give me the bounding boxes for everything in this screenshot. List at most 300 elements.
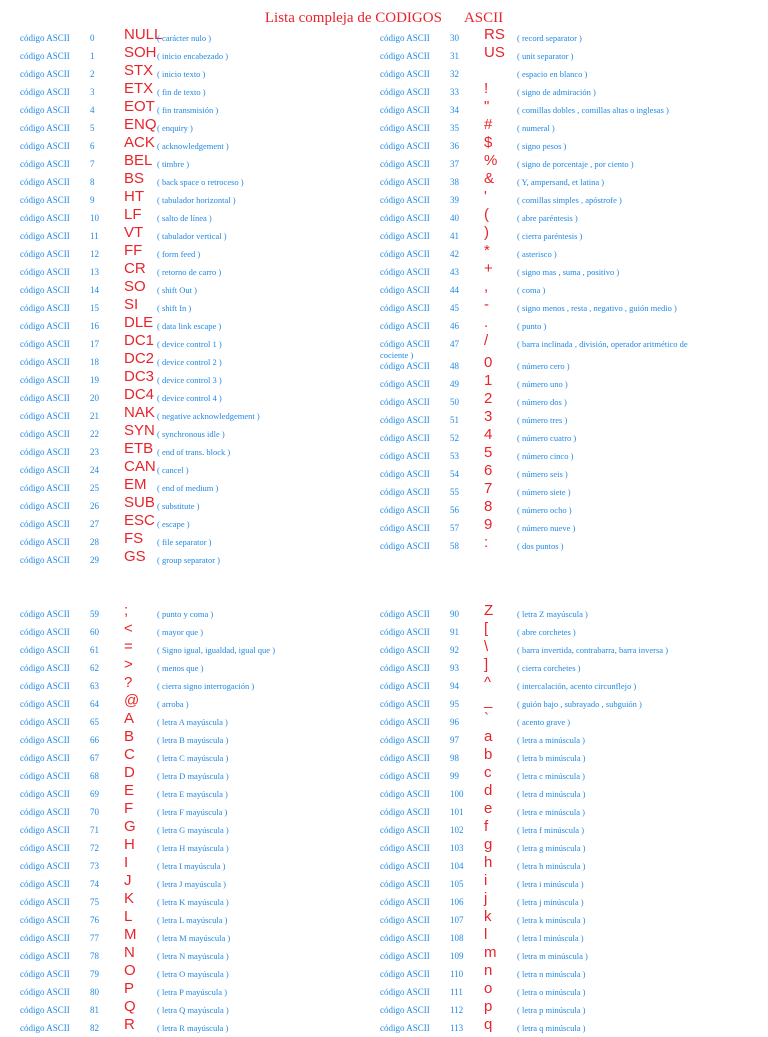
code-label: código ASCII [20,645,70,655]
code-number: 9 [90,195,95,205]
code-description: ( letra J mayúscula ) [157,879,226,889]
code-number: 63 [90,681,99,691]
code-symbol: K [124,890,135,907]
code-description: ( cancel ) [157,465,189,475]
code-symbol: ] [484,656,489,673]
code-label: código ASCII [380,231,430,241]
code-label: código ASCII [380,933,430,943]
code-label: código ASCII [380,87,430,97]
code-label: código ASCII [380,105,430,115]
code-symbol: Q [124,998,136,1015]
code-number: 11 [90,231,99,241]
code-number: 27 [90,519,99,529]
code-description: ( número tres ) [517,415,568,425]
code-label: código ASCII [20,483,70,493]
code-label: código ASCII [20,303,70,313]
code-description: ( letra f minúscula ) [517,825,585,835]
code-symbol: 0 [484,354,493,371]
code-description: ( device control 3 ) [157,375,222,385]
code-label: código ASCII [380,951,430,961]
code-number: 5 [90,123,95,133]
code-description: ( group separator ) [157,555,221,565]
code-description: ( comillas dobles , comillas altas o inglesas ) [517,105,669,115]
code-symbol: ; [124,602,129,619]
code-description: ( tabulador vertical ) [157,231,227,241]
code-label: código ASCII [380,789,430,799]
code-description: ( letra R mayúscula ) [157,1023,229,1033]
code-number: 75 [90,897,99,907]
code-description: ( letra C mayúscula ) [157,753,229,763]
code-description: ( inicio texto ) [157,69,206,79]
code-number: 99 [450,771,459,781]
code-symbol: ! [484,80,489,97]
code-label: código ASCII [380,771,430,781]
code-number: 46 [450,321,459,331]
code-symbol: a [484,728,493,745]
code-number: 42 [450,249,459,259]
code-label: código ASCII [20,969,70,979]
code-description: ( fin de texto ) [157,87,206,97]
code-description: ( punto y coma ) [157,609,214,619]
code-symbol: 1 [484,372,493,389]
code-description: ( acknowledgement ) [157,141,229,151]
code-description: ( número dos ) [517,397,567,407]
code-number: 43 [450,267,459,277]
code-description: ( letra g minúscula ) [517,843,586,853]
code-symbol: p [484,998,493,1015]
code-number: 4 [90,105,95,115]
code-label: código ASCII [380,807,430,817]
code-symbol: H [124,836,135,853]
code-description: ( signo de porcentaje , por ciento ) [517,159,634,169]
code-number: 33 [450,87,459,97]
code-label: código ASCII [380,915,430,925]
code-number: 49 [450,379,459,389]
code-number: 19 [90,375,99,385]
code-label: código ASCII [380,505,430,515]
code-symbol: RS [484,26,505,43]
code-description: ( espacio en blanco ) [517,69,588,79]
code-symbol: ' [484,188,487,205]
code-label: código ASCII [20,213,70,223]
code-label: código ASCII [380,177,430,187]
code-number: 58 [450,541,459,551]
code-symbol: d [484,782,493,799]
page-title [0,10,768,27]
code-number: 59 [90,609,99,619]
code-label: código ASCII [380,33,430,43]
code-label: código ASCII [20,339,70,349]
code-label: código ASCII [380,51,430,61]
code-description: ( device control 4 ) [157,393,222,403]
code-symbol: o [484,980,493,997]
code-symbol: ^ [484,674,492,691]
code-number: 7 [90,159,95,169]
code-label: código ASCII [380,195,430,205]
code-label: código ASCII [20,825,70,835]
code-number: 112 [450,1005,464,1015]
code-symbol: BS [124,170,145,187]
code-description: ( letra E mayúscula ) [157,789,228,799]
code-symbol: \ [484,638,489,655]
code-number: 92 [450,645,459,655]
code-number: 45 [450,303,459,313]
code-number: 82 [90,1023,99,1033]
code-description: ( signo pesos ) [517,141,567,151]
code-label: código ASCII [20,105,70,115]
code-description: ( letra o minúscula ) [517,987,586,997]
code-label: código ASCII [380,303,430,313]
code-symbol: < [124,620,133,637]
code-number: 71 [90,825,99,835]
code-description: ( letra n minúscula ) [517,969,586,979]
code-description: ( letra b minúscula ) [517,753,586,763]
code-symbol: j [484,890,488,907]
code-description: ( letra D mayúscula ) [157,771,229,781]
code-description: ( signo mas , suma , positivo ) [517,267,620,277]
code-symbol: DLE [124,314,154,331]
code-description: ( letra c minúscula ) [517,771,585,781]
code-description: ( mayor que ) [157,627,204,637]
code-description: ( número cuatro ) [517,433,577,443]
code-symbol: # [484,116,493,133]
code-number: 76 [90,915,99,925]
code-number: 93 [450,663,459,673]
code-description: ( punto ) [517,321,547,331]
code-label: código ASCII [380,451,430,461]
code-label: código ASCII [20,375,70,385]
code-number: 1 [90,51,95,61]
code-description: ( numeral ) [517,123,555,133]
code-description: ( tabulador horizontal ) [157,195,236,205]
code-label: código ASCII [380,141,430,151]
code-label: código ASCII [380,609,430,619]
code-number: 55 [450,487,459,497]
code-label: código ASCII [20,321,70,331]
code-label: código ASCII [20,123,70,133]
code-description: ( letra G mayúscula ) [157,825,229,835]
code-label: código ASCII [380,213,430,223]
code-number: 60 [90,627,99,637]
code-label: código ASCII [380,321,430,331]
code-description: ( asterisco ) [517,249,557,259]
code-description: ( número cinco ) [517,451,574,461]
code-number: 113 [450,1023,464,1033]
code-label: código ASCII [20,609,70,619]
code-label: código ASCII [380,825,430,835]
code-label: código ASCII [20,753,70,763]
code-number: 72 [90,843,99,853]
code-description: ( file separator ) [157,537,212,547]
code-label: código ASCII [20,87,70,97]
code-description: ( menos que ) [157,663,204,673]
code-number: 54 [450,469,459,479]
code-description: ( letra Q mayúscula ) [157,1005,229,1015]
code-number: 81 [90,1005,99,1015]
code-number: 64 [90,699,99,709]
code-label: código ASCII [380,753,430,763]
code-number: 56 [450,505,459,515]
code-number: 14 [90,285,99,295]
code-symbol: R [124,1016,135,1033]
code-description: ( letra O mayúscula ) [157,969,229,979]
title-text: Lista compleja de CODIGOS [264,10,442,26]
code-symbol: f [484,818,489,835]
code-description: ( letra i minúscula ) [517,879,584,889]
code-symbol: 2 [484,390,493,407]
code-number: 50 [450,397,459,407]
code-label: código ASCII [20,933,70,943]
code-number: 96 [450,717,459,727]
code-number: 25 [90,483,99,493]
code-label: código ASCII [380,699,430,709]
code-symbol: . [484,314,489,331]
code-label: código ASCII [20,897,70,907]
code-number: 20 [90,393,99,403]
code-symbol: $ [484,134,493,151]
code-description: ( número seis ) [517,469,568,479]
code-number: 36 [450,141,459,151]
code-number: 95 [450,699,459,709]
code-number: 12 [90,249,99,259]
code-symbol: A [124,710,135,727]
code-label: código ASCII [380,339,430,349]
code-description: ( Signo igual, igualdad, igual que ) [157,645,276,655]
code-number: 18 [90,357,99,367]
code-number: 66 [90,735,99,745]
code-label: código ASCII [20,861,70,871]
code-label: código ASCII [20,267,70,277]
code-label: código ASCII [20,717,70,727]
code-symbol: EM [124,476,147,493]
code-description: ( cierra paréntesis ) [517,231,583,241]
code-description: ( letra h minúscula ) [517,861,586,871]
code-number: 98 [450,753,459,763]
code-number: 30 [450,33,459,43]
code-number: 13 [90,267,99,277]
code-symbol: % [484,152,498,169]
code-number: 69 [90,789,99,799]
code-symbol: 4 [484,426,493,443]
code-number: 3 [90,87,95,97]
code-description: ( enquiry ) [157,123,193,133]
code-number: 0 [90,33,95,43]
code-number: 52 [450,433,459,443]
code-description: ( número siete ) [517,487,571,497]
code-description: ( form feed ) [157,249,201,259]
code-label: código ASCII [380,123,430,133]
code-label: código ASCII [20,51,70,61]
code-number: 26 [90,501,99,511]
code-symbol: > [124,656,133,673]
code-description: ( fin transmisión ) [157,105,219,115]
code-number: 17 [90,339,99,349]
code-symbol: O [124,962,136,979]
code-label: código ASCII [380,627,430,637]
code-number: 106 [450,897,464,907]
code-symbol: q [484,1016,493,1033]
code-number: 35 [450,123,459,133]
code-symbol: J [124,872,132,889]
code-description: ( device control 2 ) [157,357,222,367]
code-description: ( letra l minúscula ) [517,933,584,943]
code-description: ( letra q minúscula ) [517,1023,586,1033]
code-label: código ASCII [380,361,430,371]
code-symbol: DC3 [124,368,155,385]
code-label: código ASCII [20,699,70,709]
code-description: ( número cero ) [517,361,570,371]
code-label: código ASCII [20,915,70,925]
code-number: 103 [450,843,464,853]
code-description: ( data link escape ) [157,321,222,331]
code-label: código ASCII [20,951,70,961]
code-symbol: b [484,746,493,763]
code-number: 91 [450,627,459,637]
code-symbol: VT [124,224,144,241]
code-number: 97 [450,735,459,745]
code-label: código ASCII [20,357,70,367]
code-symbol: ? [124,674,133,691]
code-description: ( letra H mayúscula ) [157,843,229,853]
code-label: código ASCII [380,541,430,551]
code-label: código ASCII [380,1023,430,1033]
code-number: 34 [450,105,459,115]
code-description: ( letra L mayúscula ) [157,915,228,925]
code-description: ( shift Out ) [157,285,197,295]
code-symbol: [ [484,620,489,637]
code-symbol: P [124,980,135,997]
code-description: ( barra invertida, contrabarra, barra inversa ) [517,645,669,655]
code-symbol: : [484,534,489,551]
code-description: ( Y, ampersand, et latina ) [517,177,605,187]
code-label: código ASCII [380,397,430,407]
code-number: 80 [90,987,99,997]
code-number: 8 [90,177,95,187]
code-symbol: ENQ [124,116,157,133]
code-number: 67 [90,753,99,763]
code-description: ( letra p minúscula ) [517,1005,586,1015]
code-symbol: SI [124,296,139,313]
code-description: ( comillas simples , apóstrofe ) [517,195,622,205]
code-number: 16 [90,321,99,331]
code-label: código ASCII [20,663,70,673]
code-number: 107 [450,915,464,925]
code-number: 2 [90,69,95,79]
code-symbol: SYN [124,422,155,439]
code-number: 10 [90,213,99,223]
code-description: ( letra Z mayúscula ) [517,609,588,619]
code-description: ( letra k minúscula ) [517,915,586,925]
code-label: código ASCII [20,249,70,259]
code-number: 24 [90,465,99,475]
code-number: 90 [450,609,459,619]
code-number: 100 [450,789,464,799]
code-symbol: HT [124,188,144,205]
code-label: código ASCII [20,537,70,547]
code-description: ( coma ) [517,285,546,295]
code-number: 32 [450,69,459,79]
code-description: ( dos puntos ) [517,541,564,551]
code-symbol: Z [484,602,494,619]
code-symbol: ` [484,710,489,727]
code-description: ( back space o retroceso ) [157,177,244,187]
code-description: ( record separator ) [517,33,582,43]
code-label: código ASCII [380,987,430,997]
code-symbol: c [484,764,492,781]
code-label: código ASCII [20,393,70,403]
code-label: código ASCII [20,69,70,79]
code-number: 48 [450,361,459,371]
code-number: 38 [450,177,459,187]
code-symbol: e [484,800,493,817]
code-number: 15 [90,303,99,313]
code-symbol: ETB [124,440,154,457]
code-symbol: G [124,818,136,835]
code-symbol: l [484,926,488,943]
code-description-line: ( barra inclinada , división, operador aritmético de [517,339,688,349]
code-symbol: / [484,332,489,349]
code-label: código ASCII [20,177,70,187]
code-number: 57 [450,523,459,533]
code-description: ( device control 1 ) [157,339,222,349]
code-description: ( carácter nulo ) [157,33,212,43]
code-number: 79 [90,969,99,979]
code-label: código ASCII [380,159,430,169]
code-number: 77 [90,933,99,943]
code-symbol: k [484,908,492,925]
code-label: código ASCII [20,987,70,997]
code-label: código ASCII [20,1023,70,1033]
code-symbol: DC1 [124,332,155,349]
code-symbol: SOH [124,44,157,61]
code-symbol: = [124,638,133,655]
code-description: ( negative acknowledgement ) [157,411,260,421]
code-description: ( letra M mayúscula ) [157,933,231,943]
code-number: 110 [450,969,464,979]
code-description: ( intercalación, acento circunflejo ) [517,681,637,691]
code-number: 61 [90,645,99,655]
code-description: ( número ocho ) [517,505,572,515]
code-number: 105 [450,879,464,889]
code-label: código ASCII [20,735,70,745]
code-description: ( letra A mayúscula ) [157,717,228,727]
code-label: código ASCII [20,447,70,457]
code-description: ( letra j minúscula ) [517,897,584,907]
code-label: código ASCII [20,627,70,637]
code-description: ( inicio encabezado ) [157,51,229,61]
code-symbol: NULL [124,26,163,43]
code-symbol: NAK [124,404,155,421]
code-symbol: ) [484,224,489,241]
code-symbol: I [124,854,129,871]
code-description: ( end of trans. block ) [157,447,231,457]
code-label: código ASCII [20,285,70,295]
code-symbol: " [484,98,490,115]
code-symbol: _ [484,692,493,709]
code-description: ( unit separator ) [517,51,574,61]
code-symbol: * [484,242,490,259]
code-label: código ASCII [380,645,430,655]
code-number: 73 [90,861,99,871]
code-label: código ASCII [20,807,70,817]
code-label: código ASCII [380,249,430,259]
code-label: código ASCII [380,433,430,443]
code-number: 102 [450,825,464,835]
code-label: código ASCII [380,415,430,425]
code-description: ( letra N mayúscula ) [157,951,229,961]
code-symbol: , [484,278,489,295]
code-symbol: n [484,962,493,979]
